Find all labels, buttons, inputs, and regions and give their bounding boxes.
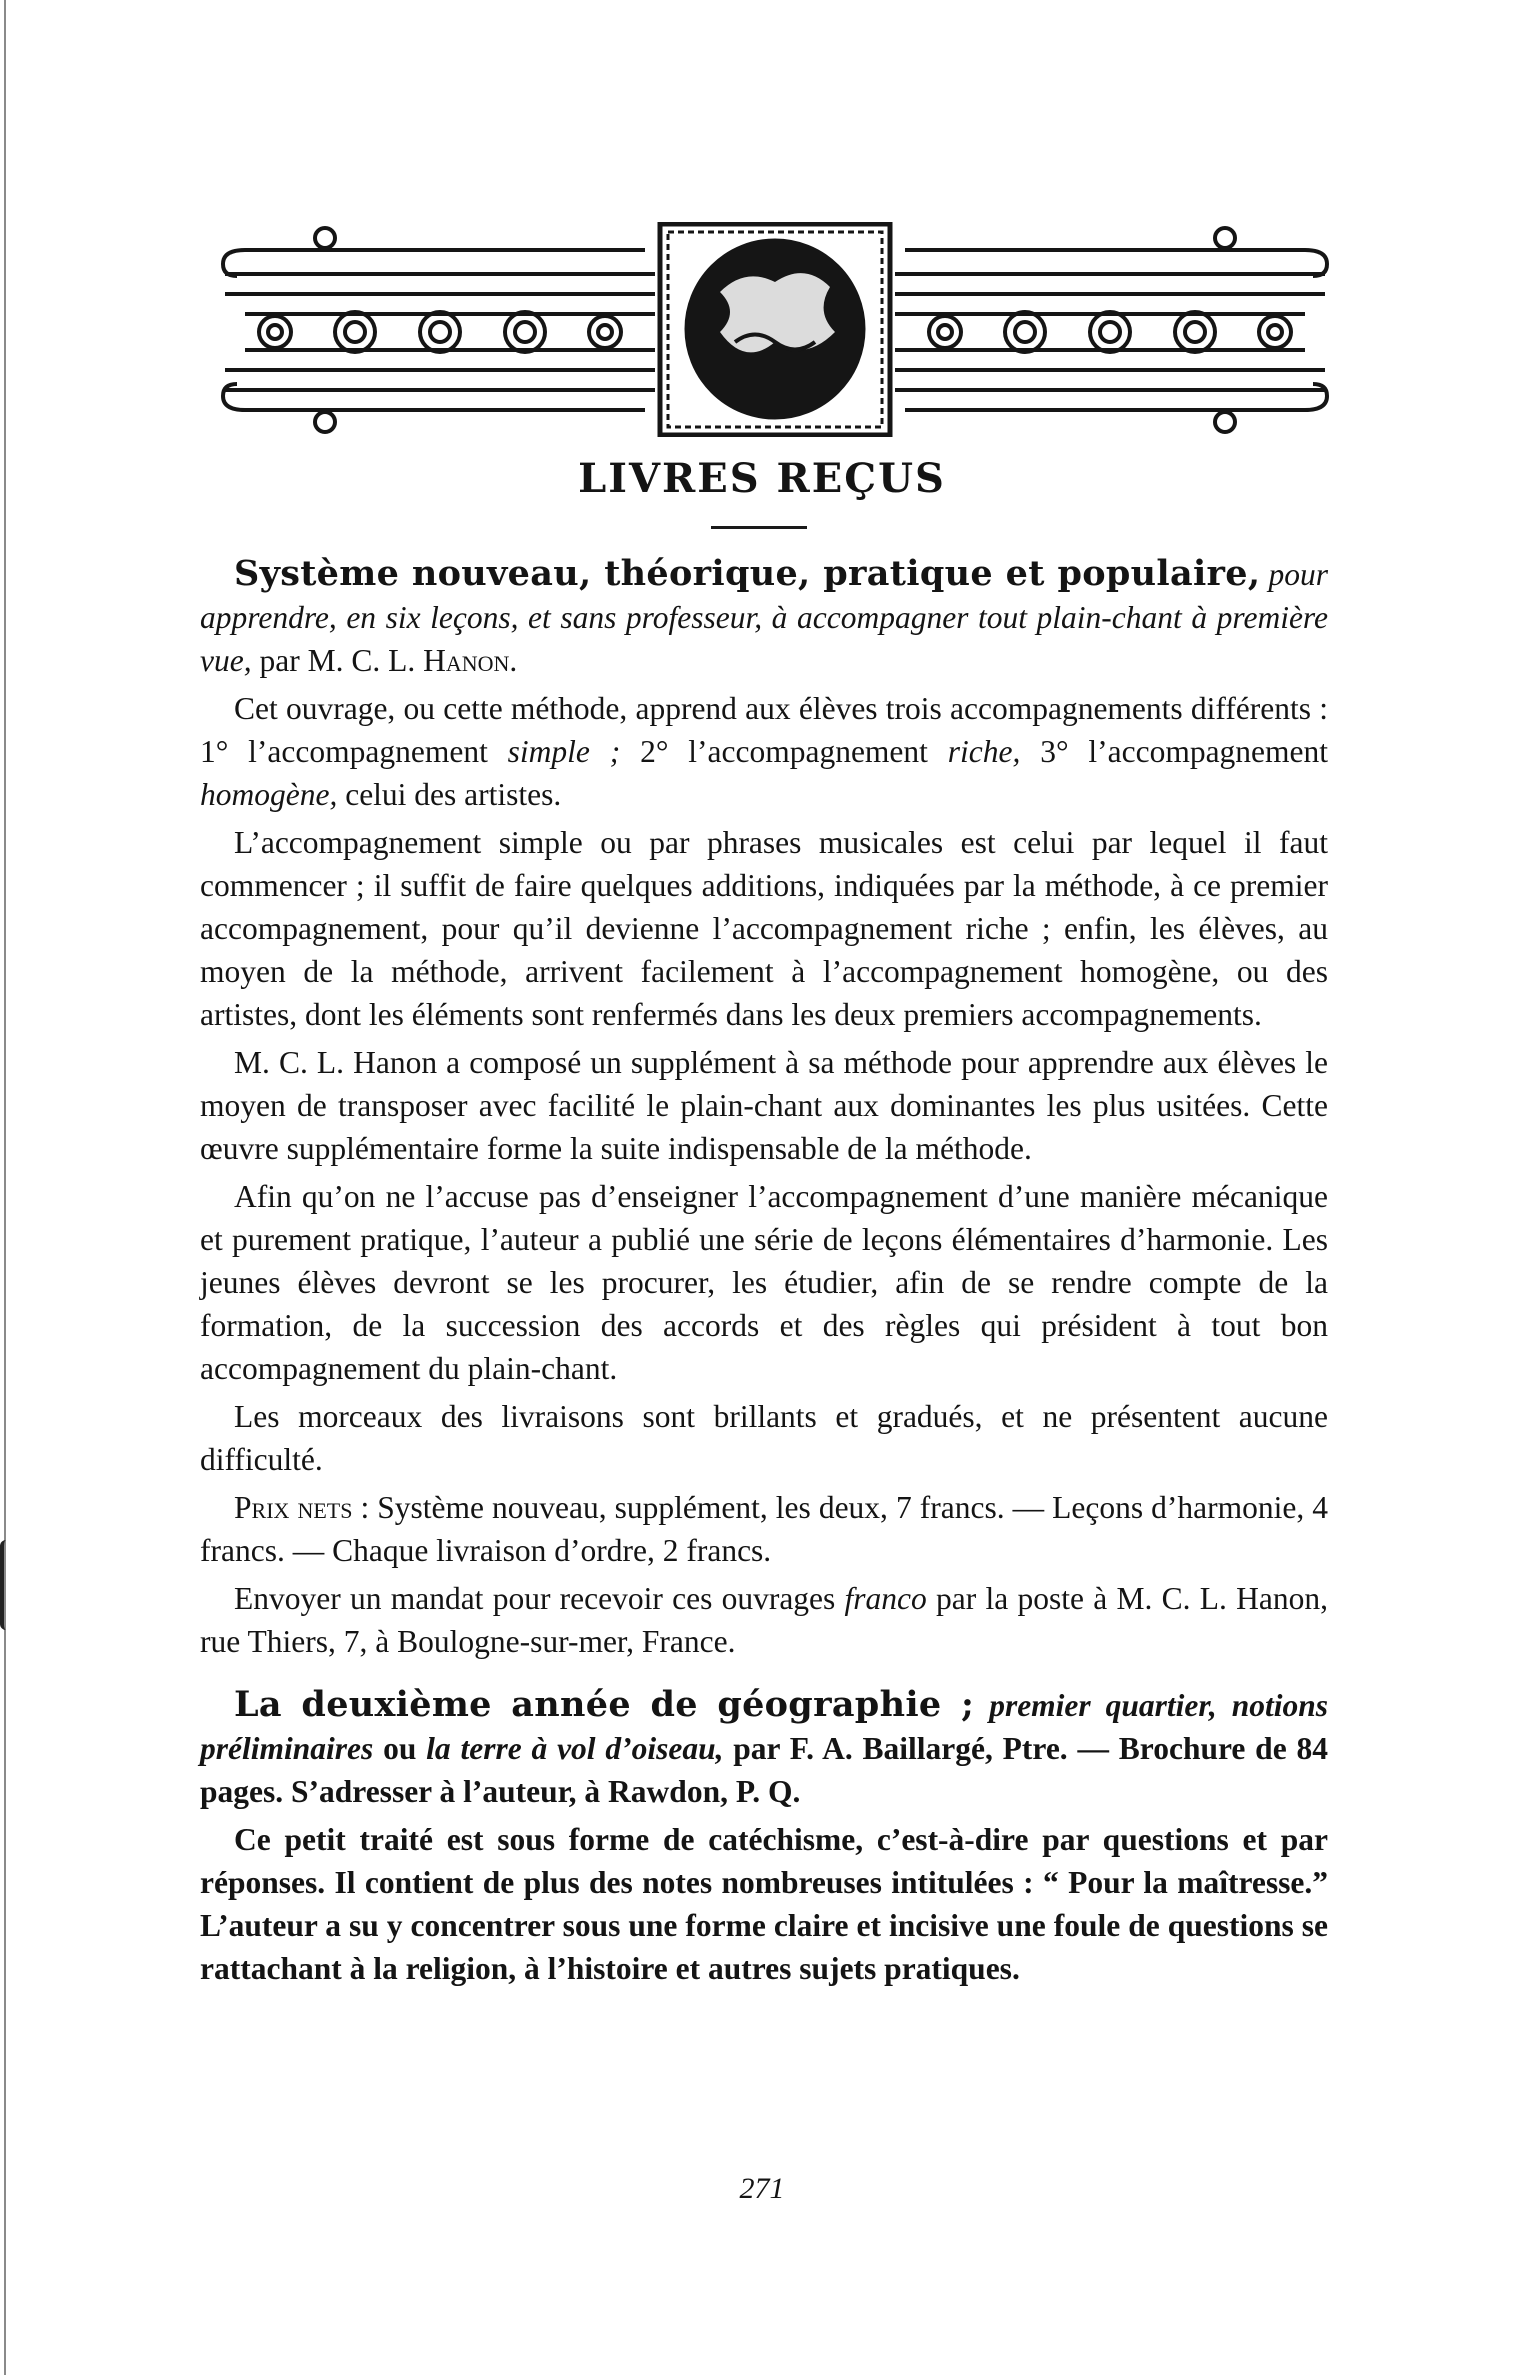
entry1-p1-text-d: celui des artistes. [337,777,562,812]
entry1-prices [200,1486,1328,1572]
entry1-heading-paragraph [200,552,1328,682]
entry2-paragraph-1: Ce petit traité est sous forme de catéchisme, c’est-à-dire par questions et par réponses. Il contient de plus des notes nombreuses intitulées : “ Pour la maîtresse.” L’auteur a su y concentrer sous une forme claire et incisive une foule de questions se rattachant à la religion, à l’histoire et autres sujets pratiques. [200,1822,1328,1986]
title-divider [711,526,807,529]
entry2-byline: par F. A. Baillargé, Ptre. — Brochure de 84 pages. S’adresser à l’auteur, à Rawdon, P. Q. [200,1731,1328,1809]
entry1-prices-text: : Système nouveau, supplément, les deux, 7 francs. — Leçons d’harmonie, 4 francs. — Chaque livraison d’ordre, 2 francs. [200,1490,1328,1568]
entry1-prices-label: Prix nets [234,1490,353,1525]
entry2-heading-paragraph [200,1683,1328,1813]
entry2-heading-or: ou [373,1731,427,1766]
entry1-order-text-a: Envoyer un mandat pour recevoir ces ouvrages [234,1581,845,1616]
entry2-heading: La deuxième année de géographie ; [234,1684,975,1725]
entry1-p1-text-b: 2° l’accompagnement [620,734,948,769]
entry1-paragraph-3: M. C. L. Hanon a composé un supplément à sa méthode pour apprendre aux élèves le moyen de transposer avec facilité le plain-chant aux dominantes les plus usitées. Cette œuvre supplémentaire forme la suite indispensable de la méthode. [200,1045,1328,1166]
entry1-p1-simple: simple ; [507,734,621,769]
page-title: LIVRES REÇUS [578,455,946,502]
entry1-paragraph-5: Les morceaux des livraisons sont brillants et gradués, et ne présentent aucune difficulté. [200,1399,1328,1477]
entry1-order-franco: franco [844,1581,927,1616]
entry1-byline: par M. C. L. [259,643,424,678]
entry1-heading: Système nouveau, théorique, pratique et populaire, [234,553,1261,594]
entry1-p1-riche: riche, [947,734,1021,769]
page-number: 271 [739,2172,785,2205]
entry1-p1-text-c: 3° l’accompagnement [1020,734,1329,769]
scan-edge-line [4,0,6,2375]
entry2 [200,1683,1328,1990]
entry1-byline-end: . [509,643,518,678]
scroll-ornament-with-medallion [215,222,1335,437]
reviews-body [200,552,1328,1995]
scan-edge-mark [0,1540,14,1630]
entry1-p1-text-a: Cet ouvrage, ou cette méthode, apprend aux élèves trois accompagnements différents : 1° l’accompagnement [200,691,1328,769]
entry1-paragraph-1 [200,687,1328,816]
entry2-heading-italic-1: premier quartier, notions préliminaires [200,1688,1328,1766]
entry1-p1-homogene: homogène, [200,777,338,812]
entry1-heading-italic: pour apprendre, en six leçons, et sans professeur, à accompagner tout plain-chant à première vue, [200,557,1329,678]
entry1-paragraph-4: Afin qu’on ne l’accuse pas d’enseigner l’accompagnement d’une manière mécanique et purement pratique, l’auteur a publié une série de leçons élémentaires d’harmonie. Les jeunes élèves devront se les procurer, les étudier, afin de se rendre compte de la formation, de la succession des accords et des règles qui président à tout bon accompagnement du plain-chant. [200,1179,1328,1386]
entry1-author: Hanon [423,643,510,678]
entry1-paragraph-2: L’accompagnement simple ou par phrases musicales est celui par lequel il faut commencer ; il suffit de faire quelques additions, indiquées par la méthode, à ce premier accompagnement, pour qu’il devienne l’accompagnement riche ; enfin, les élèves, au moyen de la méthode, arrivent facilement à l’accompagnement homogène, ou des artistes, dont les éléments sont renfermés dans les deux premiers accompagnements. [200,825,1328,1032]
entry2-heading-italic-2: la terre à vol d’oiseau, [426,1731,724,1766]
entry1-order-info [200,1577,1328,1663]
entry1-order-text-b: par la poste à M. C. L. Hanon, rue Thiers, 7, à Boulogne-sur-mer, France. [200,1581,1328,1659]
